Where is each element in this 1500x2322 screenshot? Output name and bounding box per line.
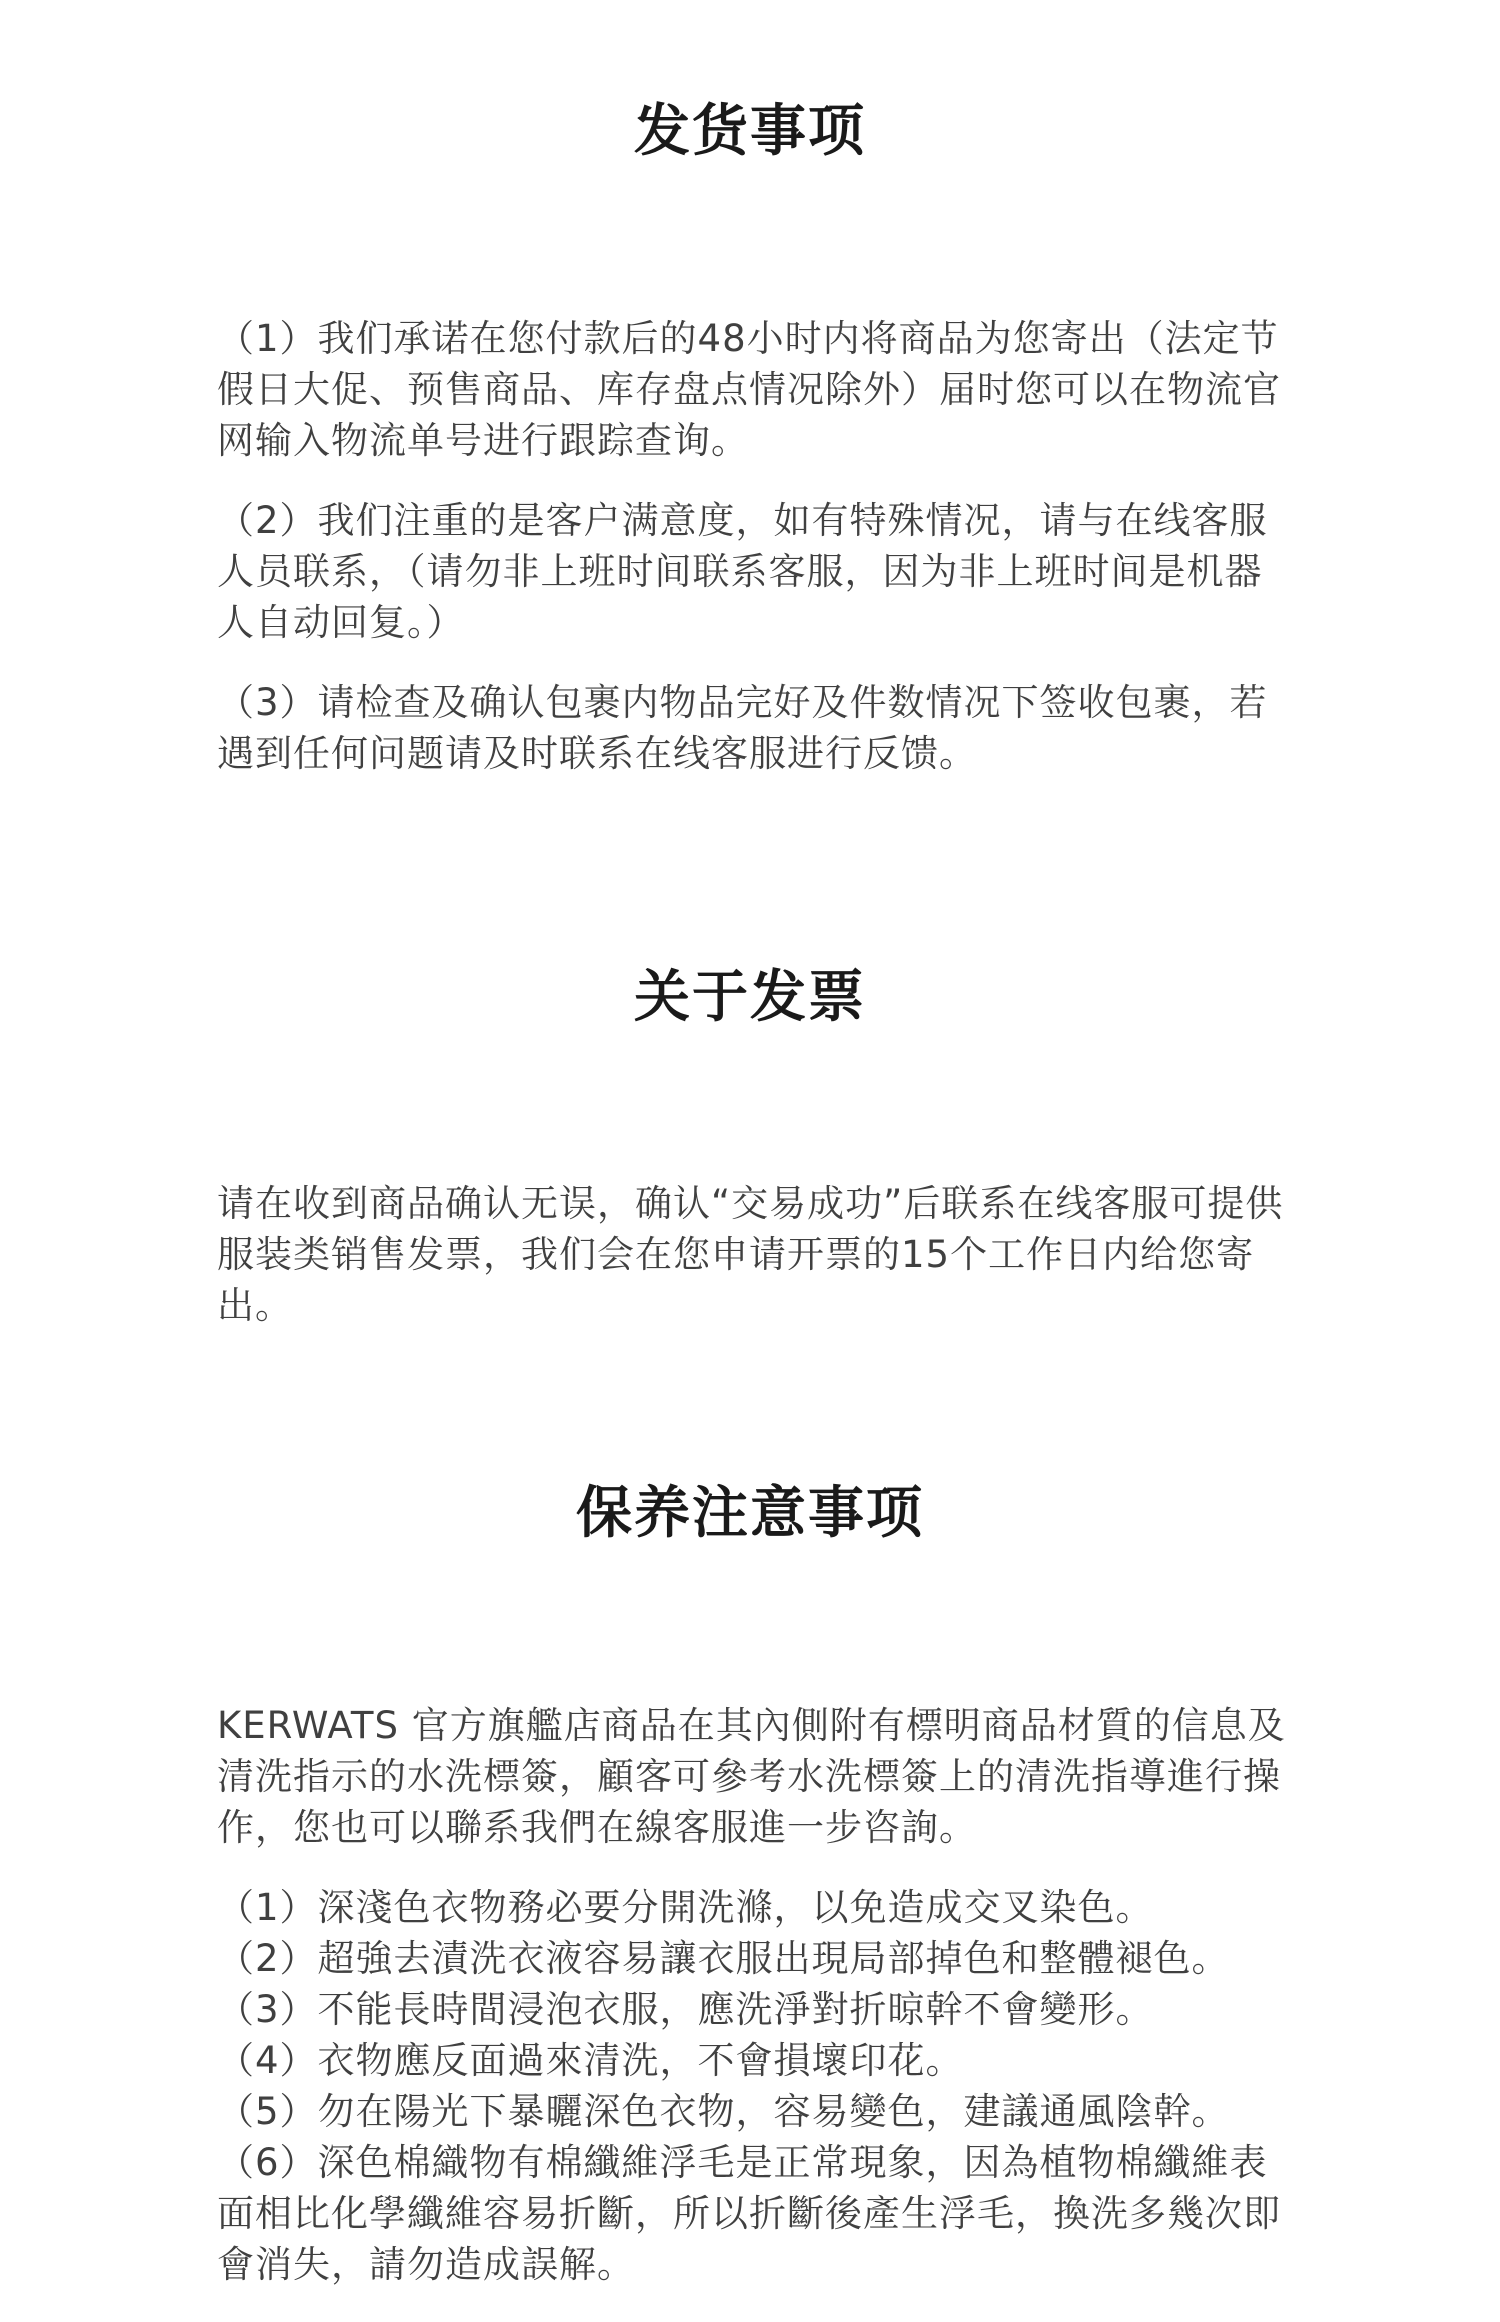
invoice-title: 关于发票 <box>634 965 866 1030</box>
care-item-1: （1）深淺色衣物務必要分開洗滌，以免造成交叉染色。 <box>217 1886 1154 1929</box>
shipping-title: 发货事项 <box>634 99 866 164</box>
invoice-paragraph: 请在收到商品确认无误，确认“交易成功”后联系在线客服可提供服装类销售发票，我们会在您申请开票的15个工作日内给您寄出。 <box>217 1182 1284 1327</box>
shipping-paragraph-1: （1）我们承诺在您付款后的48小时内将商品为您寄出（法定节假日大促、预售商品、库存盘点情况除外）届时您可以在物流官网输入物流单号进行跟踪查询。 <box>217 317 1281 462</box>
care-item-3: （3）不能長時間浸泡衣服，應洗淨對折晾幹不會變形。 <box>217 1988 1154 2031</box>
care-item-2: （2）超強去漬洗衣液容易讓衣服出現局部掉色和整體褪色。 <box>217 1937 1230 1980</box>
care-item-6: （6）深色棉織物有棉纖維浮毛是正常現象，因為植物棉纖維表面相比化學纖維容易折斷，所以折斷後產生浮毛，換洗多幾次即會消失，請勿造成誤解。 <box>217 2141 1281 2286</box>
care-intro: KERWATS 官方旗艦店商品在其內側附有標明商品材質的信息及清洗指示的水洗標簽，顧客可參考水洗標簽上的清洗指導進行操作，您也可以聯系我們在線客服進一步咨詢。 <box>217 1704 1286 1849</box>
care-list <box>217 1882 1297 2290</box>
shipping-paragraph-2: （2）我们注重的是客户满意度，如有特殊情况，请与在线客服人员联系，（请勿非上班时间联系客服，因为非上班时间是机器人自动回复。） <box>217 499 1268 644</box>
care-item-4: （4）衣物應反面過來清洗，不會損壞印花。 <box>217 2039 964 2082</box>
care-title: 保养注意事项 <box>576 1481 924 1546</box>
care-item-5: （5）勿在陽光下暴曬深色衣物，容易變色，建議通風陰幹。 <box>217 2090 1230 2133</box>
shipping-paragraph-3: （3）请检查及确认包裹内物品完好及件数情况下签收包裹，若遇到任何问题请及时联系在线客服进行反馈。 <box>217 681 1268 775</box>
